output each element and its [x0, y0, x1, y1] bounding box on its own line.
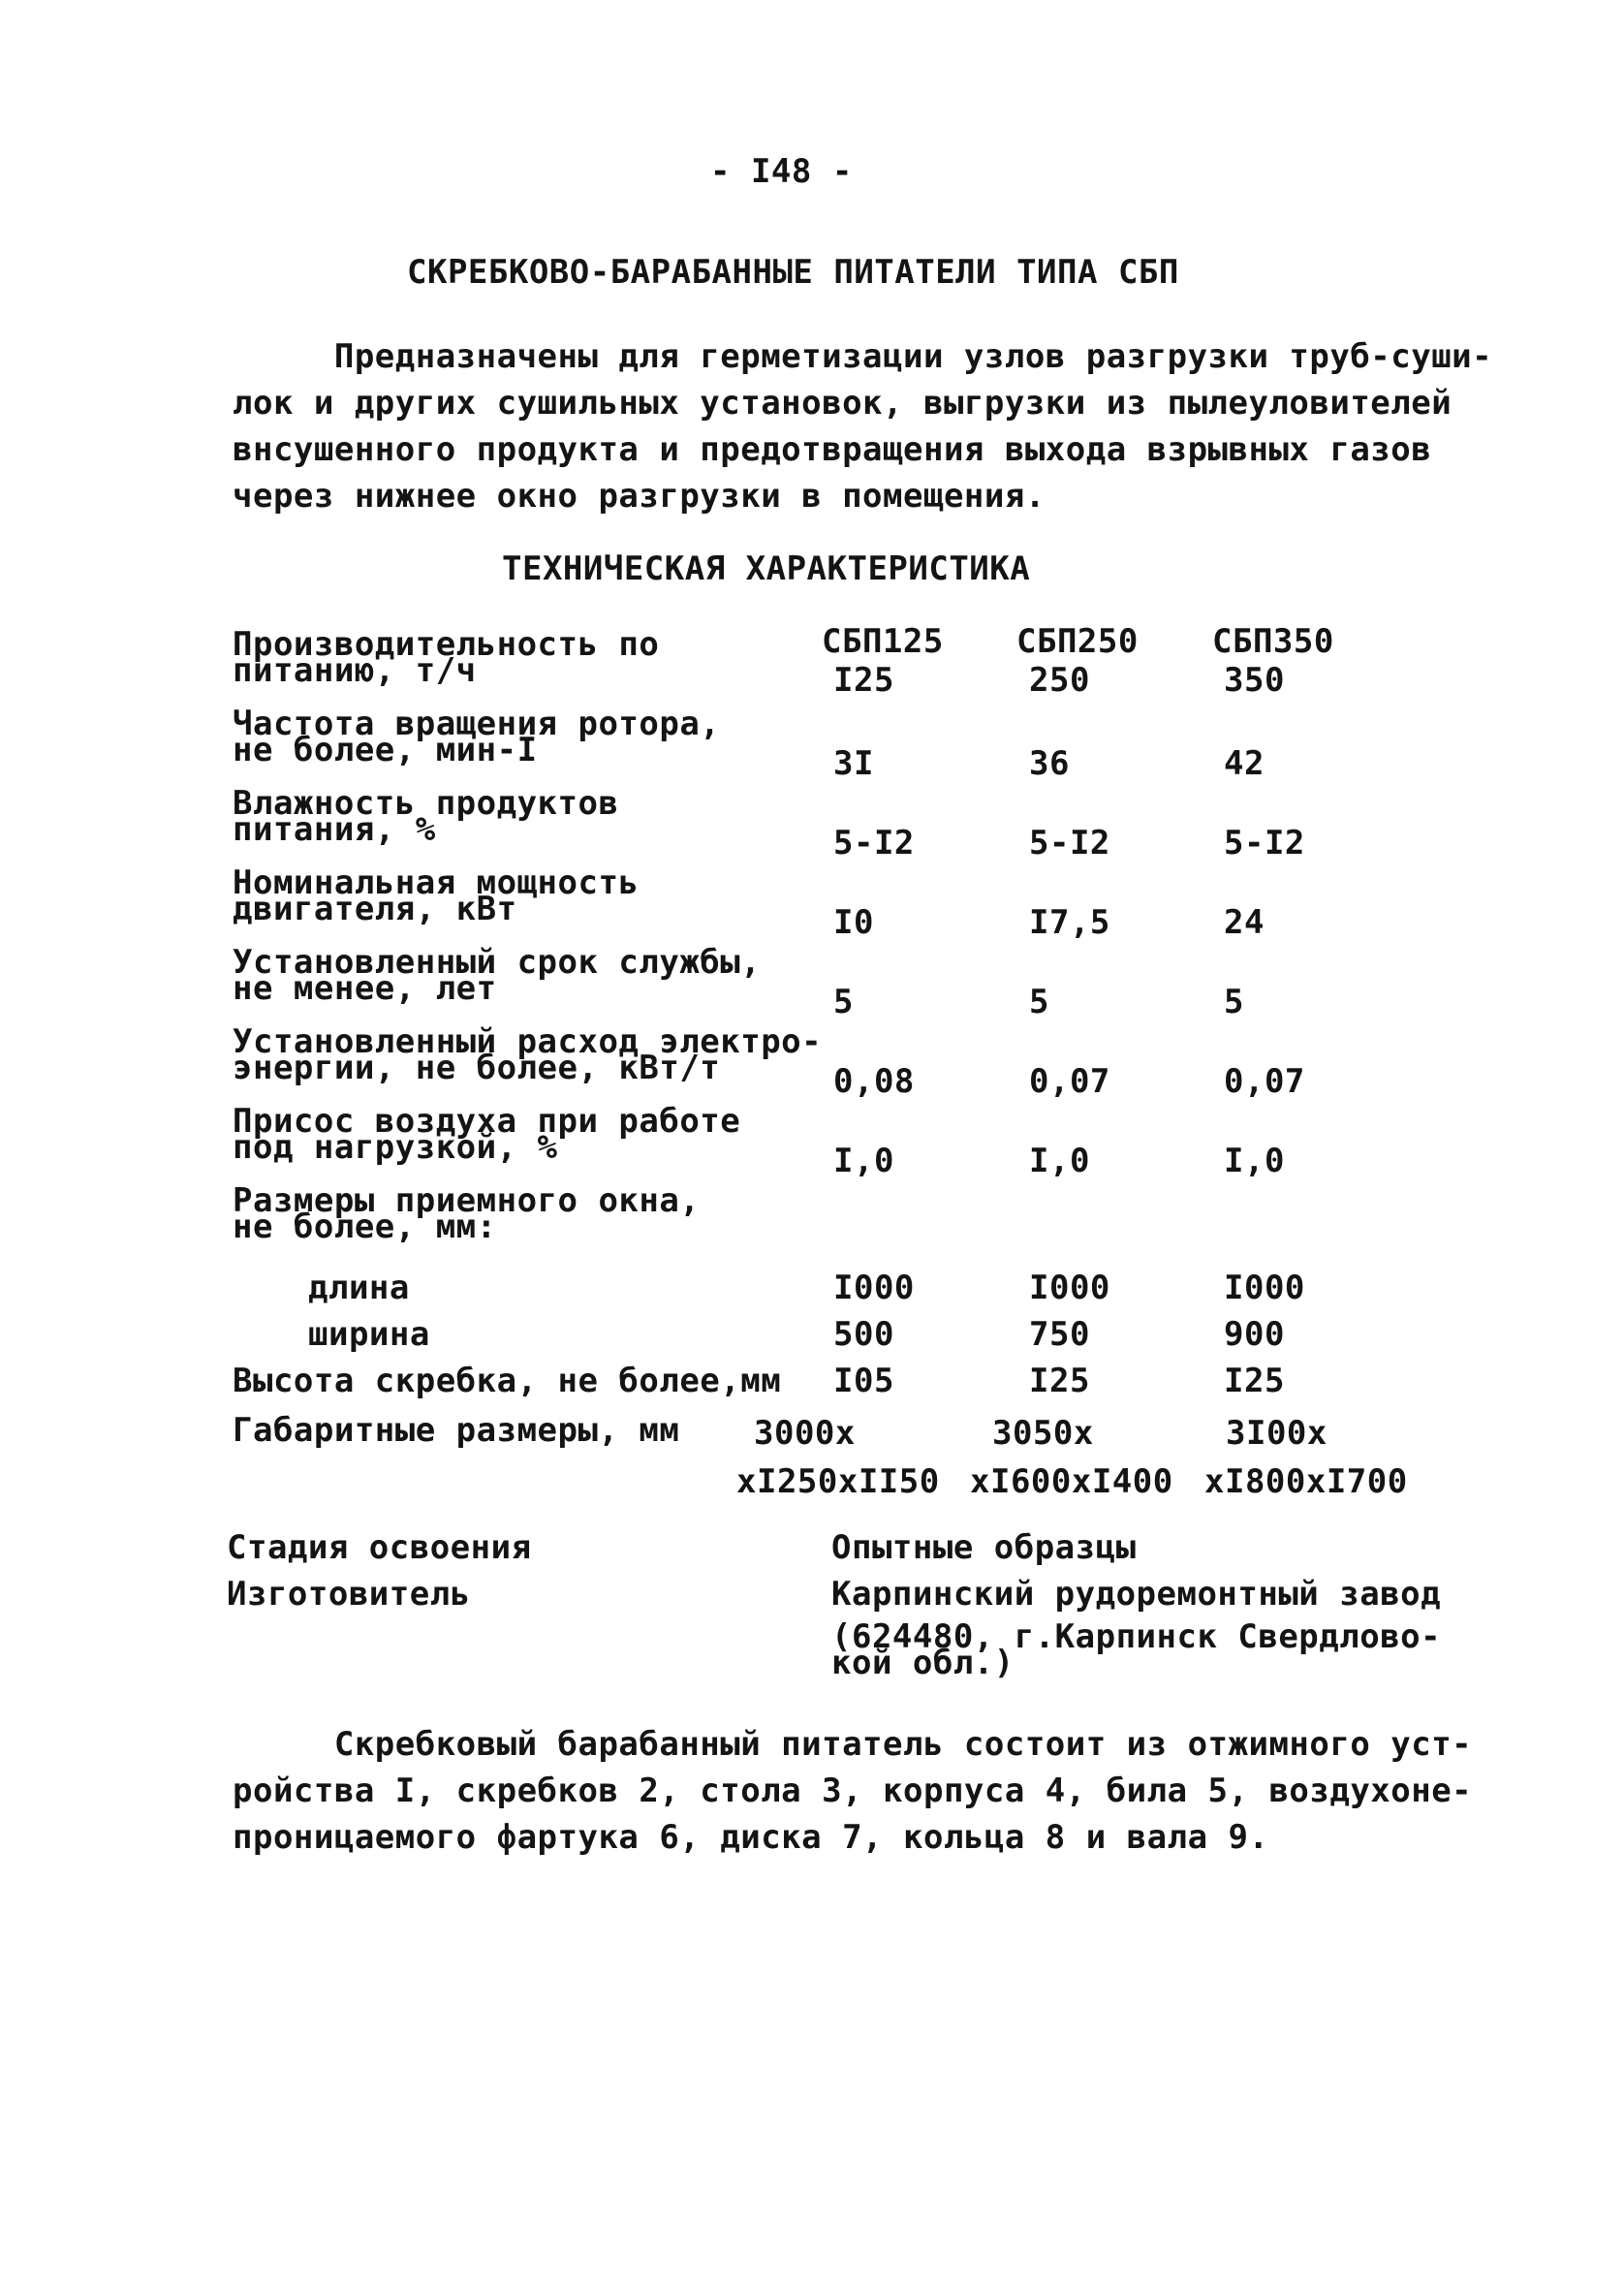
closing-paragraph: Скребковый барабанный питатель состоит из отжимного уст- ройства I, скребков 2, стола 3, корпуса 4, била 5, воздухоне- проницаемого фартука 6, диска 7, кольца 8 и вала 9. [233, 1725, 1473, 1857]
page-number: - I48 - [710, 152, 853, 191]
spec-row-label: Высота скребка, не более,мм [233, 1362, 782, 1400]
spec-sub-label: длина [308, 1269, 410, 1307]
spec-value: I000 [1029, 1269, 1110, 1307]
spec-value: 0,07 [1029, 1062, 1110, 1101]
spec-value: 500 [833, 1315, 894, 1354]
model-header: СБП350 [1212, 622, 1334, 661]
spec-row-label: Присос воздуха при работе под нагрузкой, % [233, 1102, 741, 1167]
spec-value: 250 [1029, 661, 1090, 700]
spec-value: 3I [833, 744, 874, 783]
maker-label: Изготовитель [227, 1575, 471, 1614]
dimensions-value: хI250хII50 [736, 1462, 940, 1501]
spec-value: 0,08 [833, 1062, 915, 1101]
spec-row-label: Влажность продуктов питания, % [233, 784, 619, 849]
spec-value: 24 [1224, 903, 1265, 942]
spec-row-label: Установленный срок службы, не менее, лет [233, 943, 762, 1008]
maker-address: (624480, г.Карпинск Свердлово- кой обл.) [831, 1617, 1442, 1682]
dimensions-value: 3000х [754, 1414, 856, 1453]
dimensions-value: хI800хI700 [1204, 1462, 1408, 1501]
maker-value: Карпинский рудоремонтный завод [831, 1575, 1442, 1614]
spec-row-label: Частота вращения ротора, не более, мин-I [233, 705, 721, 769]
spec-value: I25 [1029, 1362, 1090, 1400]
model-header: СБП125 [822, 622, 944, 661]
stage-label: Стадия освоения [227, 1528, 532, 1567]
intro-paragraph: Предназначены для герметизации узлов разгрузки труб-суши- лок и других сушильных установок, выгрузки из пылеуловителей внсушенного продукта и предотвращения выхода взрывных газов через нижнее окно разгрузки в помещения. [233, 337, 1493, 516]
spec-row-label: Номинальная мощность двигателя, кВт [233, 863, 640, 928]
document-title: СКРЕБКОВО-БАРАБАННЫЕ ПИТАТЕЛИ ТИПА СБП [407, 253, 1179, 292]
spec-value: I000 [833, 1269, 915, 1307]
spec-value: I,0 [1224, 1142, 1285, 1180]
spec-row-label: Производительность по питанию, т/ч [233, 625, 660, 690]
spec-value: I0 [833, 903, 874, 942]
spec-row-label: Размеры приемного окна, не более, мм: [233, 1181, 701, 1246]
spec-value: 5 [1224, 983, 1244, 1021]
spec-value: 0,07 [1224, 1062, 1305, 1101]
dimensions-value: хI600хI400 [970, 1462, 1173, 1501]
spec-section-title: ТЕХНИЧЕСКАЯ ХАРАКТЕРИСТИКА [502, 549, 1031, 588]
spec-value: 36 [1029, 744, 1070, 783]
spec-sub-label: ширина [308, 1315, 430, 1354]
spec-value: 5 [1029, 983, 1049, 1021]
spec-value: 5-I2 [1029, 824, 1110, 862]
spec-value: I25 [1224, 1362, 1285, 1400]
dimensions-value: 3I00х [1226, 1414, 1327, 1453]
spec-value: 350 [1224, 661, 1285, 700]
spec-value: 42 [1224, 744, 1265, 783]
spec-value: 5-I2 [833, 824, 915, 862]
spec-value: I7,5 [1029, 903, 1110, 942]
spec-value: I,0 [833, 1142, 894, 1180]
spec-value: 750 [1029, 1315, 1090, 1354]
spec-value: 5 [833, 983, 854, 1021]
spec-value: 5-I2 [1224, 824, 1305, 862]
spec-value: I25 [833, 661, 894, 700]
spec-value: I05 [833, 1362, 894, 1400]
spec-row-label: Установленный расход электро- энергии, не более, кВт/т [233, 1022, 823, 1087]
spec-value: I,0 [1029, 1142, 1090, 1180]
dimensions-label: Габаритные размеры, мм [233, 1411, 680, 1450]
spec-value: 900 [1224, 1315, 1285, 1354]
spec-value: I000 [1224, 1269, 1305, 1307]
model-header: СБП250 [1016, 622, 1139, 661]
stage-value: Опытные образцы [831, 1528, 1137, 1567]
dimensions-value: 3050х [992, 1414, 1094, 1453]
